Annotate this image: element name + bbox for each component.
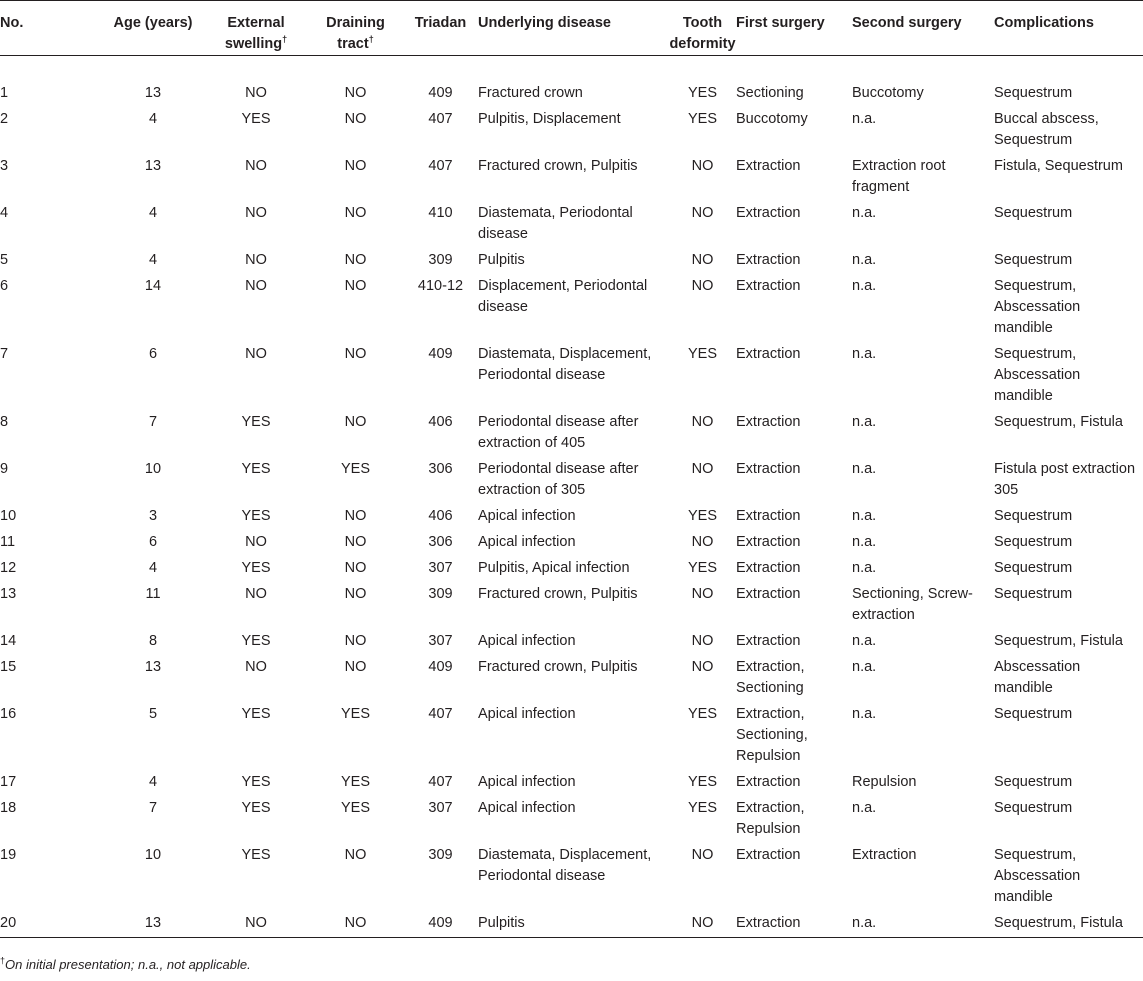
- cell-triadan: 406: [428, 414, 453, 430]
- cell-external-swelling: YES: [241, 111, 271, 127]
- cell-complications: Fistula post extraction 305: [994, 461, 1136, 498]
- table-row: [0, 579, 1143, 626]
- cell-external-swelling: NO: [245, 346, 267, 362]
- cell-complications: Sequestrum: [994, 800, 1073, 816]
- cell-age: 4: [148, 205, 158, 221]
- cell-triadan: 407: [428, 774, 453, 790]
- table-row: [0, 501, 1143, 527]
- cell-triadan: 409: [428, 346, 453, 362]
- cell-no: 3: [0, 158, 9, 174]
- cell-draining-tract: YES: [340, 774, 370, 790]
- cell-no: 8: [0, 414, 9, 430]
- cell-no: 19: [0, 847, 17, 863]
- cell-second-surgery: Sectioning, Screw-extraction: [852, 586, 973, 623]
- table-row: [0, 652, 1143, 699]
- cell-tooth-deformity: NO: [691, 633, 714, 649]
- cell-triadan: 306: [428, 461, 453, 477]
- table-row: [0, 339, 1143, 407]
- cell-underlying-disease: Fractured crown, Pulpitis: [478, 586, 638, 602]
- cell-first-surgery: Extraction: [736, 461, 801, 477]
- cell-draining-tract: NO: [344, 659, 367, 675]
- cell-no: 17: [0, 774, 17, 790]
- cell-draining-tract: NO: [344, 534, 367, 550]
- cell-no: 1: [0, 85, 9, 101]
- cell-complications: Sequestrum: [994, 508, 1073, 524]
- cell-external-swelling: YES: [241, 633, 271, 649]
- cell-age: 6: [148, 534, 158, 550]
- cell-tooth-deformity: NO: [691, 659, 714, 675]
- cell-draining-tract: NO: [344, 111, 367, 127]
- footnote-marker: †: [282, 34, 288, 45]
- cell-second-surgery: Extraction root fragment: [852, 158, 946, 195]
- cell-second-surgery: n.a.: [852, 800, 877, 816]
- cell-tooth-deformity: NO: [691, 252, 714, 268]
- cell-complications: Sequestrum: [994, 560, 1073, 576]
- cell-complications: Sequestrum: [994, 706, 1073, 722]
- cell-complications: Sequestrum, Abscessation mandible: [994, 278, 1081, 336]
- cell-complications: Sequestrum, Fistula: [994, 414, 1123, 430]
- header-external-swelling-label: External swelling: [224, 15, 285, 52]
- cell-external-swelling: YES: [241, 847, 271, 863]
- cell-triadan: 410: [428, 205, 453, 221]
- cell-draining-tract: NO: [344, 85, 367, 101]
- cell-external-swelling: NO: [245, 85, 267, 101]
- cell-tooth-deformity: YES: [687, 800, 717, 816]
- cell-underlying-disease: Pulpitis: [478, 252, 525, 268]
- cell-second-surgery: n.a.: [852, 278, 877, 294]
- cell-age: 13: [144, 158, 162, 174]
- cell-complications: Sequestrum, Fistula: [994, 633, 1123, 649]
- cell-tooth-deformity: YES: [687, 774, 717, 790]
- cell-complications: Fistula, Sequestrum: [994, 158, 1123, 174]
- cell-second-surgery: n.a.: [852, 706, 877, 722]
- cell-underlying-disease: Periodontal disease after extraction of 305: [478, 461, 639, 498]
- cell-tooth-deformity: NO: [691, 534, 714, 550]
- cell-no: 6: [0, 278, 9, 294]
- cell-complications: Sequestrum, Abscessation mandible: [994, 847, 1081, 905]
- cell-no: 11: [0, 534, 16, 550]
- footnote-text: On initial presentation; n.a., not applicable.: [5, 957, 251, 972]
- table-row: [0, 56, 1143, 105]
- cell-tooth-deformity: NO: [691, 205, 714, 221]
- cell-triadan: 406: [428, 508, 453, 524]
- cell-second-surgery: n.a.: [852, 252, 877, 268]
- header-triadan: Triadan: [414, 15, 467, 31]
- cell-underlying-disease: Pulpitis: [478, 915, 525, 931]
- cell-triadan: 409: [428, 659, 453, 675]
- cell-age: 6: [148, 346, 158, 362]
- cell-second-surgery: n.a.: [852, 346, 877, 362]
- cell-tooth-deformity: NO: [691, 414, 714, 430]
- table-row: [0, 767, 1143, 793]
- cell-complications: Abscessation mandible: [994, 659, 1081, 696]
- cell-tooth-deformity: YES: [687, 560, 717, 576]
- cell-first-surgery: Buccotomy: [736, 111, 808, 127]
- cell-first-surgery: Extraction: [736, 560, 801, 576]
- cell-underlying-disease: Apical infection: [478, 800, 576, 816]
- cell-no: 13: [0, 586, 17, 602]
- cell-first-surgery: Extraction: [736, 205, 801, 221]
- cell-age: 10: [144, 461, 162, 477]
- cell-no: 15: [0, 659, 17, 675]
- cell-age: 8: [148, 633, 158, 649]
- cell-age: 14: [144, 278, 162, 294]
- cell-first-surgery: Extraction, Sectioning: [736, 659, 805, 696]
- cell-no: 9: [0, 461, 9, 477]
- cell-draining-tract: NO: [344, 205, 367, 221]
- header-draining-tract: [308, 1, 403, 56]
- cell-complications: Sequestrum: [994, 774, 1073, 790]
- cell-age: 10: [144, 847, 162, 863]
- cell-complications: Sequestrum: [994, 534, 1073, 550]
- cell-second-surgery: Buccotomy: [852, 85, 924, 101]
- cell-tooth-deformity: NO: [691, 158, 714, 174]
- header-draining-tract-label: Draining tract: [326, 15, 385, 52]
- cell-first-surgery: Extraction: [736, 915, 801, 931]
- table-row: [0, 454, 1143, 501]
- table-row: [0, 104, 1143, 151]
- table-row: [0, 198, 1143, 245]
- cell-age: 4: [148, 111, 158, 127]
- cell-first-surgery: Extraction: [736, 278, 801, 294]
- cell-second-surgery: n.a.: [852, 534, 877, 550]
- header-age: Age (years): [113, 15, 193, 31]
- cell-triadan: 306: [428, 534, 453, 550]
- cell-age: 5: [148, 706, 158, 722]
- cell-underlying-disease: Periodontal disease after extraction of 405: [478, 414, 639, 451]
- table-row: [0, 245, 1143, 271]
- cell-second-surgery: n.a.: [852, 461, 877, 477]
- cell-triadan: 309: [428, 252, 453, 268]
- cell-triadan: 309: [428, 847, 453, 863]
- cell-triadan: 407: [428, 706, 453, 722]
- cell-external-swelling: NO: [245, 534, 267, 550]
- cell-triadan: 409: [428, 85, 453, 101]
- cell-second-surgery: Extraction: [852, 847, 917, 863]
- cell-complications: Sequestrum, Abscessation mandible: [994, 346, 1081, 404]
- cell-first-surgery: Extraction, Sectioning, Repulsion: [736, 706, 808, 764]
- cell-tooth-deformity: NO: [691, 461, 714, 477]
- cell-complications: Sequestrum: [994, 205, 1073, 221]
- cell-underlying-disease: Displacement, Periodontal disease: [478, 278, 648, 315]
- cell-external-swelling: NO: [245, 205, 267, 221]
- cell-external-swelling: YES: [241, 461, 271, 477]
- cell-age: 4: [148, 774, 158, 790]
- cell-external-swelling: YES: [241, 800, 271, 816]
- cell-tooth-deformity: NO: [691, 278, 714, 294]
- cell-first-surgery: Extraction: [736, 774, 801, 790]
- cell-second-surgery: n.a.: [852, 414, 877, 430]
- cell-second-surgery: n.a.: [852, 560, 877, 576]
- header-first-surgery: First surgery: [736, 15, 825, 31]
- cell-underlying-disease: Apical infection: [478, 534, 576, 550]
- cell-external-swelling: NO: [245, 252, 267, 268]
- cell-first-surgery: Sectioning: [736, 85, 804, 101]
- cell-underlying-disease: Fractured crown, Pulpitis: [478, 158, 638, 174]
- cell-age: 13: [144, 85, 162, 101]
- cell-underlying-disease: Pulpitis, Displacement: [478, 111, 621, 127]
- cell-draining-tract: YES: [340, 461, 370, 477]
- cell-external-swelling: YES: [241, 414, 271, 430]
- cell-complications: Sequestrum: [994, 586, 1073, 602]
- cell-underlying-disease: Diastemata, Displacement, Periodontal disease: [478, 847, 652, 884]
- cell-age: 7: [148, 414, 158, 430]
- header-row: [0, 1, 1143, 56]
- cell-no: 14: [0, 633, 17, 649]
- table-row: [0, 151, 1143, 198]
- table-footnote: [0, 957, 251, 972]
- cell-draining-tract: NO: [344, 158, 367, 174]
- header-complications: Complications: [994, 15, 1094, 31]
- cell-external-swelling: NO: [245, 278, 267, 294]
- cell-tooth-deformity: YES: [687, 111, 717, 127]
- header-no: No.: [0, 15, 24, 31]
- cell-first-surgery: Extraction: [736, 252, 801, 268]
- cell-tooth-deformity: NO: [691, 586, 714, 602]
- cell-first-surgery: Extraction: [736, 586, 801, 602]
- cell-no: 12: [0, 560, 17, 576]
- cell-second-surgery: n.a.: [852, 633, 877, 649]
- cell-tooth-deformity: YES: [687, 508, 717, 524]
- cell-second-surgery: n.a.: [852, 111, 877, 127]
- header-underlying-disease: Underlying disease: [478, 15, 611, 31]
- cell-complications: Sequestrum, Fistula: [994, 915, 1123, 931]
- cell-underlying-disease: Apical infection: [478, 508, 576, 524]
- cell-underlying-disease: Apical infection: [478, 633, 576, 649]
- header-external-swelling: [204, 1, 308, 56]
- cell-first-surgery: Extraction: [736, 847, 801, 863]
- cell-draining-tract: NO: [344, 586, 367, 602]
- cell-underlying-disease: Fractured crown, Pulpitis: [478, 659, 638, 675]
- header-tooth-deformity: Tooth deformity: [669, 15, 736, 52]
- table-row: [0, 271, 1143, 339]
- cell-age: 4: [148, 560, 158, 576]
- cell-second-surgery: n.a.: [852, 205, 877, 221]
- cell-underlying-disease: Diastemata, Periodontal disease: [478, 205, 633, 242]
- cell-complications: Buccal abscess, Sequestrum: [994, 111, 1099, 148]
- cell-triadan: 307: [428, 560, 453, 576]
- cell-age: 7: [148, 800, 158, 816]
- cell-triadan: 309: [428, 586, 453, 602]
- cell-tooth-deformity: YES: [687, 706, 717, 722]
- cell-no: 10: [0, 508, 17, 524]
- cell-no: 5: [0, 252, 9, 268]
- cell-underlying-disease: Apical infection: [478, 706, 576, 722]
- cell-triadan: 410-12: [417, 278, 464, 294]
- cell-draining-tract: NO: [344, 915, 367, 931]
- cell-triadan: 407: [428, 111, 453, 127]
- cell-underlying-disease: Diastemata, Displacement, Periodontal disease: [478, 346, 652, 383]
- table-row: [0, 553, 1143, 579]
- cell-underlying-disease: Apical infection: [478, 774, 576, 790]
- cell-no: 2: [0, 111, 9, 127]
- cell-draining-tract: NO: [344, 278, 367, 294]
- cell-tooth-deformity: NO: [691, 847, 714, 863]
- cell-external-swelling: NO: [245, 586, 267, 602]
- cell-external-swelling: YES: [241, 706, 271, 722]
- cell-first-surgery: Extraction: [736, 633, 801, 649]
- cell-external-swelling: NO: [245, 158, 267, 174]
- cell-age: 4: [148, 252, 158, 268]
- cell-age: 11: [145, 586, 161, 602]
- cell-draining-tract: NO: [344, 414, 367, 430]
- cell-first-surgery: Extraction: [736, 158, 801, 174]
- cell-triadan: 307: [428, 633, 453, 649]
- cell-underlying-disease: Pulpitis, Apical infection: [478, 560, 630, 576]
- cell-no: 7: [0, 346, 9, 362]
- cell-no: 18: [0, 800, 17, 816]
- cell-second-surgery: n.a.: [852, 659, 877, 675]
- cell-second-surgery: Repulsion: [852, 774, 917, 790]
- cell-draining-tract: NO: [344, 508, 367, 524]
- cell-external-swelling: YES: [241, 508, 271, 524]
- footnote-marker: †: [368, 34, 374, 45]
- cell-external-swelling: NO: [245, 659, 267, 675]
- cell-external-swelling: NO: [245, 915, 267, 931]
- cell-complications: Sequestrum: [994, 85, 1073, 101]
- header-second-surgery: Second surgery: [852, 15, 962, 31]
- cell-draining-tract: NO: [344, 252, 367, 268]
- cell-first-surgery: Extraction: [736, 508, 801, 524]
- cell-no: 4: [0, 205, 9, 221]
- cell-age: 3: [148, 508, 158, 524]
- table-row: [0, 699, 1143, 767]
- cell-first-surgery: Extraction: [736, 346, 801, 362]
- cell-age: 13: [144, 915, 162, 931]
- cell-triadan: 409: [428, 915, 453, 931]
- cell-tooth-deformity: NO: [691, 915, 714, 931]
- cell-first-surgery: Extraction: [736, 414, 801, 430]
- cell-first-surgery: Extraction: [736, 534, 801, 550]
- cell-tooth-deformity: YES: [687, 85, 717, 101]
- footnote-marker: †: [0, 955, 6, 966]
- cell-draining-tract: NO: [344, 847, 367, 863]
- cell-triadan: 307: [428, 800, 453, 816]
- cell-draining-tract: NO: [344, 346, 367, 362]
- cell-no: 16: [0, 706, 17, 722]
- table-row: [0, 527, 1143, 553]
- cell-second-surgery: n.a.: [852, 915, 877, 931]
- cell-underlying-disease: Fractured crown: [478, 85, 583, 101]
- cell-first-surgery: Extraction, Repulsion: [736, 800, 805, 837]
- table-row: [0, 626, 1143, 652]
- cell-draining-tract: YES: [340, 800, 370, 816]
- cell-tooth-deformity: YES: [687, 346, 717, 362]
- cell-triadan: 407: [428, 158, 453, 174]
- cell-draining-tract: YES: [340, 706, 370, 722]
- cell-age: 13: [144, 659, 162, 675]
- cell-draining-tract: NO: [344, 560, 367, 576]
- cell-external-swelling: YES: [241, 774, 271, 790]
- cell-complications: Sequestrum: [994, 252, 1073, 268]
- table-row: [0, 840, 1143, 908]
- cell-external-swelling: YES: [241, 560, 271, 576]
- cell-draining-tract: NO: [344, 633, 367, 649]
- cell-no: 20: [0, 915, 17, 931]
- table-row: [0, 908, 1143, 938]
- cell-second-surgery: n.a.: [852, 508, 877, 524]
- table-row: [0, 793, 1143, 840]
- table-row: [0, 407, 1143, 454]
